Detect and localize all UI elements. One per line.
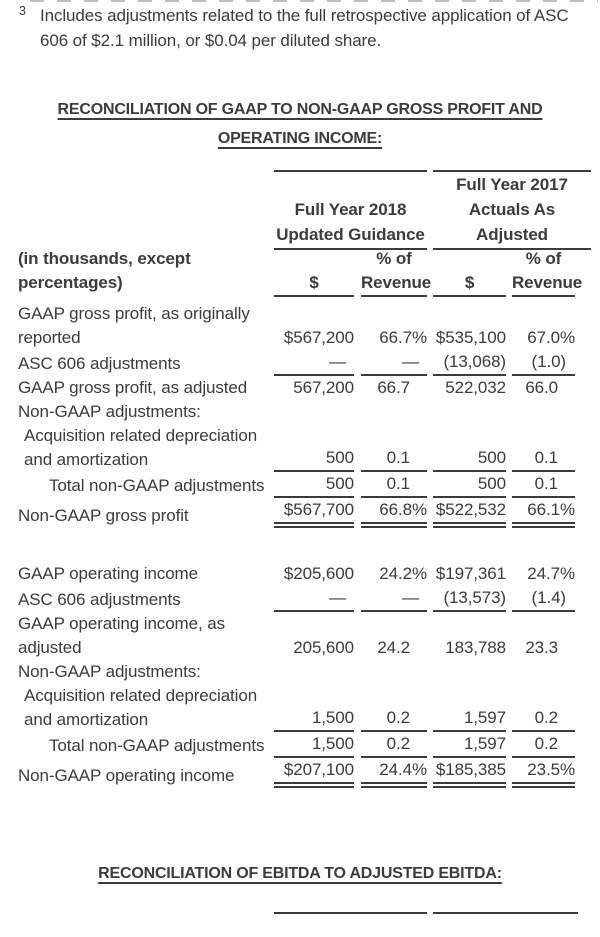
value-cell: 0.1 xyxy=(361,446,427,472)
value-cell: 0.2 xyxy=(512,732,575,758)
value-cell: 0.1 xyxy=(512,472,575,498)
row-label: ASC 606 adjustments xyxy=(18,590,181,609)
reconciliation-table xyxy=(0,170,600,788)
footnote-text: Includes adjustments related to the full retrospective application of ASC 606 of $2.1 million, or $0.04 per diluted share. xyxy=(40,6,569,50)
header-spacer xyxy=(0,170,274,250)
section-title-ebitda: RECONCILIATION OF EBITDA TO ADJUSTED EBITDA: xyxy=(98,865,502,882)
column-group-2018: Full Year 2018 Updated Guidance xyxy=(274,170,427,250)
value-cell: — xyxy=(361,586,427,612)
table-row xyxy=(0,660,600,684)
percent-column-header-2018: % of Revenue xyxy=(361,247,427,297)
value-cell: 23.5% xyxy=(512,758,575,788)
value-cell: $522,532 xyxy=(433,498,506,528)
value-cell: 23.3 xyxy=(525,638,558,657)
value-cell: — xyxy=(274,350,354,376)
value-cell: 567,200 xyxy=(293,378,354,397)
table-header-subrow xyxy=(0,247,600,297)
row-label: Non-GAAP gross profit xyxy=(18,506,189,525)
table-spacer xyxy=(0,528,600,562)
footnote xyxy=(0,0,600,53)
rule-line xyxy=(433,912,578,916)
footnote-marker: 3 xyxy=(19,4,26,18)
value-cell: — xyxy=(274,586,354,612)
value-cell: 500 xyxy=(274,446,354,472)
value-cell: 500 xyxy=(433,446,506,472)
table-row xyxy=(0,302,600,350)
value-cell: 24.7% xyxy=(527,564,575,583)
value-cell: 522,032 xyxy=(445,378,506,397)
value-cell: 24.2% xyxy=(379,564,427,583)
table-header-groups xyxy=(0,170,600,247)
value-cell: 500 xyxy=(433,472,506,498)
row-label: Acquisition related depreciation and amortization xyxy=(24,686,258,729)
row-label: Non-GAAP adjustments: xyxy=(18,402,201,421)
value-cell: 66.7% xyxy=(379,328,427,347)
row-label: Total non-GAAP adjustments xyxy=(49,476,265,495)
row-label: Non-GAAP adjustments: xyxy=(18,662,201,681)
row-label: GAAP operating income xyxy=(18,564,198,583)
value-cell: $197,361 xyxy=(435,564,506,583)
value-cell: 0.2 xyxy=(361,732,427,758)
value-cell: 0.1 xyxy=(361,472,427,498)
dollar-column-header-2017: $ xyxy=(433,247,506,297)
table-row xyxy=(0,586,600,612)
value-cell: 205,600 xyxy=(293,638,354,657)
value-cell: 1,500 xyxy=(274,732,354,758)
value-cell: 66.8% xyxy=(361,498,427,528)
value-cell: 67.0% xyxy=(527,328,575,347)
value-cell: $567,700 xyxy=(274,498,354,528)
value-cell: (13,068) xyxy=(433,350,506,376)
table-row xyxy=(0,376,600,400)
row-label: GAAP gross profit, as adjusted xyxy=(18,378,248,397)
value-cell: $567,200 xyxy=(283,328,354,347)
value-cell: 1,500 xyxy=(274,706,354,732)
row-label: Acquisition related depreciation and amortization xyxy=(24,426,258,469)
value-cell: 0.2 xyxy=(361,706,427,732)
next-table-top-rules xyxy=(0,912,600,916)
value-cell: $535,100 xyxy=(435,328,506,347)
table-row xyxy=(0,472,600,498)
row-label: ASC 606 adjustments xyxy=(18,354,181,373)
table-row xyxy=(0,424,600,472)
table-body xyxy=(0,297,600,788)
row-label: Total non-GAAP adjustments xyxy=(49,736,265,755)
value-cell: 66.1% xyxy=(512,498,575,528)
value-cell: 0.1 xyxy=(512,446,575,472)
rule-line xyxy=(274,912,427,916)
value-cell: — xyxy=(361,350,427,376)
value-cell: 500 xyxy=(274,472,354,498)
row-label: GAAP gross profit, as originally reported xyxy=(18,304,250,347)
value-cell: $207,100 xyxy=(274,758,354,788)
table-row xyxy=(0,350,600,376)
value-cell: 183,788 xyxy=(445,638,506,657)
value-cell: (1.4) xyxy=(512,586,575,612)
value-cell: 66.0 xyxy=(525,378,558,397)
value-cell: 24.2 xyxy=(377,638,410,657)
value-cell: $205,600 xyxy=(283,564,354,583)
row-header-label: (in thousands, except percentages) xyxy=(18,249,191,292)
row-label: GAAP operating income, as adjusted xyxy=(18,614,225,657)
value-cell: 66.7 xyxy=(377,378,410,397)
value-cell: 1,597 xyxy=(433,706,506,732)
table-row xyxy=(0,732,600,758)
value-cell: 0.2 xyxy=(512,706,575,732)
value-cell: (13,573) xyxy=(433,586,506,612)
table-row xyxy=(0,612,600,660)
table-row xyxy=(0,758,600,788)
value-cell: $185,385 xyxy=(433,758,506,788)
column-group-2017: Full Year 2017 Actuals As Adjusted xyxy=(433,170,591,250)
row-label: Non-GAAP operating income xyxy=(18,766,235,785)
value-cell: 24.4% xyxy=(361,758,427,788)
percent-column-header-2017: % of Revenue xyxy=(512,247,575,297)
table-row xyxy=(0,562,600,586)
table-row xyxy=(0,498,600,528)
table-row xyxy=(0,400,600,424)
table-row xyxy=(0,684,600,732)
dollar-column-header-2018: $ xyxy=(274,247,354,297)
value-cell: (1.0) xyxy=(512,350,575,376)
section-title-gross-profit: RECONCILIATION OF GAAP TO NON-GAAP GROSS PROFIT AND OPERATING INCOME: xyxy=(57,101,543,147)
value-cell: 1,597 xyxy=(433,732,506,758)
